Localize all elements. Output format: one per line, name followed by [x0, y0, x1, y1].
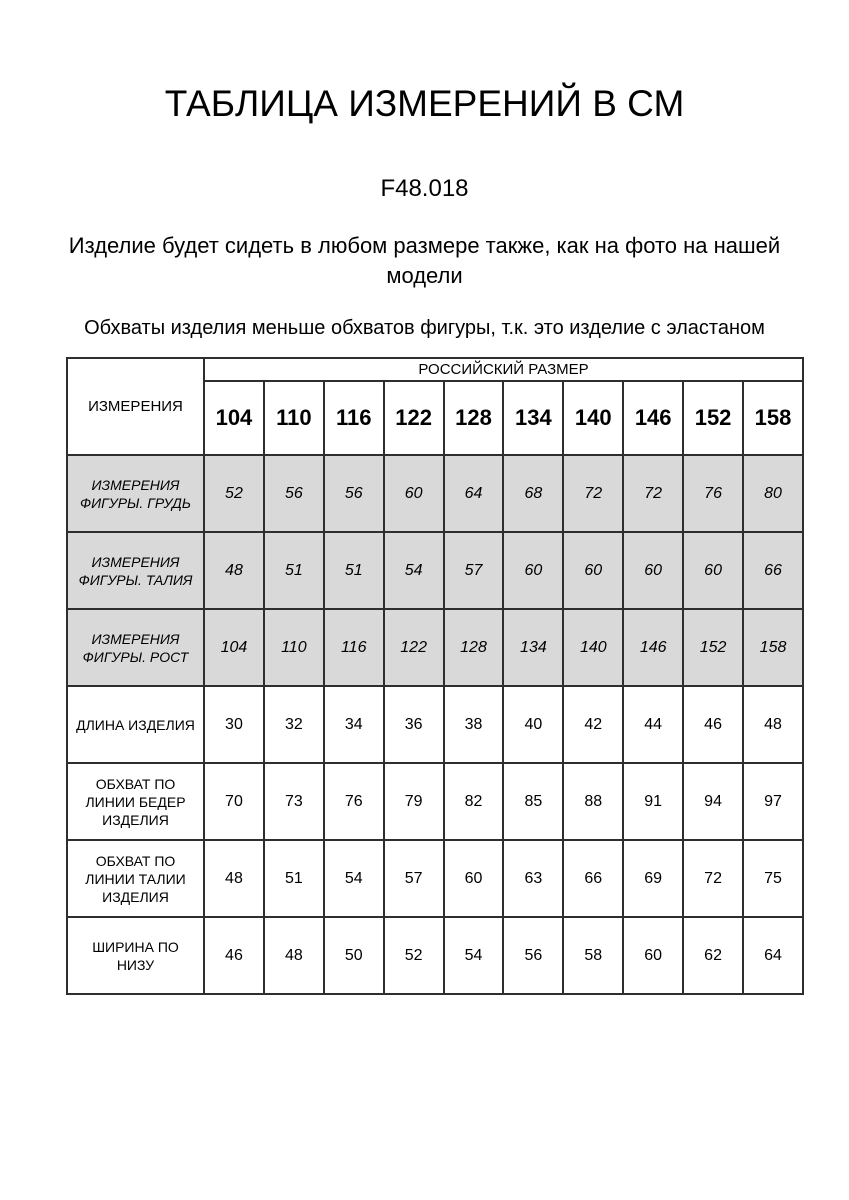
fit-note: Изделие будет сидеть в любом размере также, как на фото на нашей модели	[68, 233, 781, 289]
value-cell: 54	[324, 840, 384, 917]
russian-size-header-cell: РОССИЙСКИЙ РАЗМЕР	[204, 358, 803, 381]
value-cell: 44	[623, 686, 683, 763]
row-label-cell: ШИРИНА ПО НИЗУ	[67, 917, 204, 994]
value-cell: 54	[384, 532, 444, 609]
value-cell: 48	[743, 686, 803, 763]
value-cell: 42	[563, 686, 623, 763]
value-cell: 152	[683, 609, 743, 686]
value-cell: 60	[503, 532, 563, 609]
value-cell: 70	[204, 763, 264, 840]
value-cell: 73	[264, 763, 324, 840]
value-cell: 110	[264, 609, 324, 686]
value-cell: 76	[683, 455, 743, 532]
value-cell: 57	[444, 532, 504, 609]
value-cell: 56	[324, 455, 384, 532]
value-cell: 66	[563, 840, 623, 917]
value-cell: 48	[204, 840, 264, 917]
table-row	[67, 455, 803, 532]
value-cell: 64	[444, 455, 504, 532]
value-cell: 51	[324, 532, 384, 609]
table-row	[67, 840, 803, 917]
value-cell: 38	[444, 686, 504, 763]
value-cell: 40	[503, 686, 563, 763]
value-cell: 79	[384, 763, 444, 840]
value-cell: 48	[204, 532, 264, 609]
size-header-cell: 128	[444, 381, 504, 455]
row-label-cell: ОБХВАТ ПО ЛИНИИ ТАЛИИ ИЗДЕЛИЯ	[67, 840, 204, 917]
value-cell: 91	[623, 763, 683, 840]
value-cell: 46	[204, 917, 264, 994]
row-label-cell: ИЗМЕРЕНИЯ ФИГУРЫ. ТАЛИЯ	[67, 532, 204, 609]
size-header-cell: 110	[264, 381, 324, 455]
value-cell: 56	[503, 917, 563, 994]
value-cell: 68	[503, 455, 563, 532]
value-cell: 52	[204, 455, 264, 532]
value-cell: 75	[743, 840, 803, 917]
value-cell: 60	[683, 532, 743, 609]
value-cell: 146	[623, 609, 683, 686]
value-cell: 64	[743, 917, 803, 994]
value-cell: 128	[444, 609, 504, 686]
value-cell: 51	[264, 840, 324, 917]
value-cell: 76	[324, 763, 384, 840]
value-cell: 60	[444, 840, 504, 917]
value-cell: 50	[324, 917, 384, 994]
value-cell: 36	[384, 686, 444, 763]
row-label-cell: ДЛИНА ИЗДЕЛИЯ	[67, 686, 204, 763]
value-cell: 30	[204, 686, 264, 763]
value-cell: 60	[384, 455, 444, 532]
value-cell: 140	[563, 609, 623, 686]
value-cell: 32	[264, 686, 324, 763]
table-row	[67, 686, 803, 763]
row-label-cell: ОБХВАТ ПО ЛИНИИ БЕДЕР ИЗДЕЛИЯ	[67, 763, 204, 840]
table-row	[67, 532, 803, 609]
size-header-cell: 122	[384, 381, 444, 455]
value-cell: 69	[623, 840, 683, 917]
value-cell: 85	[503, 763, 563, 840]
value-cell: 63	[503, 840, 563, 917]
value-cell: 72	[623, 455, 683, 532]
value-cell: 122	[384, 609, 444, 686]
row-label-cell: ИЗМЕРЕНИЯ ФИГУРЫ. РОСТ	[67, 609, 204, 686]
value-cell: 72	[563, 455, 623, 532]
value-cell: 88	[563, 763, 623, 840]
table-row	[67, 917, 803, 994]
value-cell: 48	[264, 917, 324, 994]
value-cell: 60	[623, 917, 683, 994]
value-cell: 94	[683, 763, 743, 840]
size-header-cell: 116	[324, 381, 384, 455]
measurements-header-cell: ИЗМЕРЕНИЯ	[67, 358, 204, 455]
article-number: F48.018	[380, 174, 469, 202]
size-header-cell: 104	[204, 381, 264, 455]
size-header-cell: 152	[683, 381, 743, 455]
table-head	[67, 358, 803, 455]
size-header-cell: 158	[743, 381, 803, 455]
table-row	[67, 609, 803, 686]
measurements-table	[66, 357, 804, 995]
value-cell: 57	[384, 840, 444, 917]
table-row	[67, 763, 803, 840]
value-cell: 51	[264, 532, 324, 609]
value-cell: 34	[324, 686, 384, 763]
size-header-cell: 146	[623, 381, 683, 455]
value-cell: 62	[683, 917, 743, 994]
size-header-cell: 134	[503, 381, 563, 455]
value-cell: 80	[743, 455, 803, 532]
size-header-cell: 140	[563, 381, 623, 455]
value-cell: 158	[743, 609, 803, 686]
row-label-cell: ИЗМЕРЕНИЯ ФИГУРЫ. ГРУДЬ	[67, 455, 204, 532]
group-header-row	[67, 358, 803, 381]
page-title: ТАБЛИЦА ИЗМЕРЕНИЙ В СМ	[164, 83, 685, 124]
value-cell: 72	[683, 840, 743, 917]
value-cell: 104	[204, 609, 264, 686]
value-cell: 60	[623, 532, 683, 609]
value-cell: 60	[563, 532, 623, 609]
value-cell: 97	[743, 763, 803, 840]
value-cell: 134	[503, 609, 563, 686]
value-cell: 46	[683, 686, 743, 763]
value-cell: 54	[444, 917, 504, 994]
value-cell: 52	[384, 917, 444, 994]
value-cell: 56	[264, 455, 324, 532]
value-cell: 82	[444, 763, 504, 840]
elastane-note: Обхваты изделия меньше обхватов фигуры, т.к. это изделие с эластаном	[84, 317, 765, 340]
table-body	[67, 455, 803, 994]
value-cell: 58	[563, 917, 623, 994]
value-cell: 116	[324, 609, 384, 686]
value-cell: 66	[743, 532, 803, 609]
